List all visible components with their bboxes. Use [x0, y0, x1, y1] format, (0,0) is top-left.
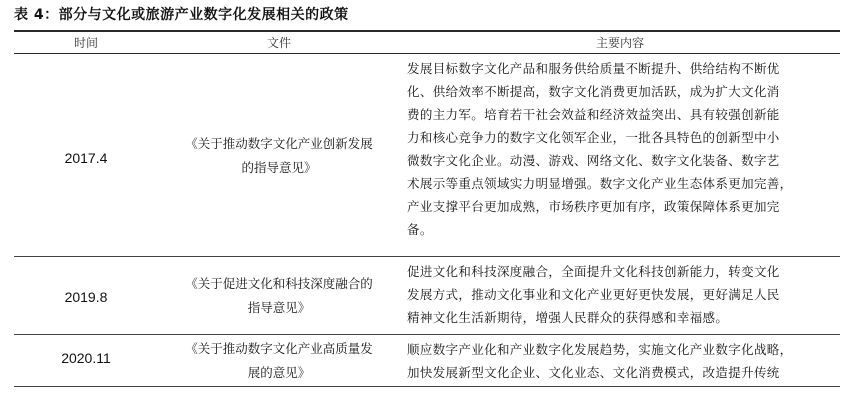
row-divider	[14, 386, 840, 387]
row-date: 2019.8	[64, 289, 108, 305]
header-document: 文件	[266, 36, 291, 50]
row-content	[407, 260, 833, 329]
row-content	[407, 57, 833, 241]
content-line: 发展目标数字文化产品和服务供给质量不断提升、供给结构不断优	[407, 61, 780, 76]
row-document	[168, 337, 390, 385]
row-date: 2020.11	[61, 350, 111, 366]
header-time: 时间	[73, 36, 98, 50]
document-line: 《关于推动数字文化产业高质量发	[185, 341, 373, 356]
document-line: 《关于促进文化和科技深度融合的	[185, 276, 373, 291]
table-caption: 表 4：部分与文化或旅游产业数字化发展相关的政策	[14, 7, 349, 23]
document-line: 指导意见》	[247, 300, 311, 315]
content-line: 术展示等重点领域实力明显增强。数字文化产业生态体系更加完善，	[407, 176, 793, 191]
content-line: 精神文化生活新期待，增强人民群众的获得感和幸福感。	[407, 310, 729, 325]
content-line: 发展方式，推动文化事业和文化产业更好更快发展，更好满足人民	[407, 287, 780, 302]
content-line: 产业支撑平台更加成熟，市场秩序更加有序，政策保障体系更加完	[407, 199, 780, 214]
document-line: 展的意见》	[247, 365, 311, 380]
row-divider	[14, 334, 840, 335]
row-document	[168, 132, 390, 180]
content-line: 化、供给效率不断提高，数字文化消费更加活跃，成为扩大文化消	[407, 84, 780, 99]
content-line: 顺应数字产业化和产业数字化发展趋势，实施文化产业数字化战略，	[407, 342, 793, 357]
content-line: 微数字文化企业。动漫、游戏、网络文化、数字文化装备、数字艺	[407, 153, 780, 168]
header-content: 主要内容	[595, 36, 644, 50]
row-document	[168, 272, 390, 320]
document-line: 的指导意见》	[241, 160, 317, 175]
row-date: 2017.4	[64, 150, 108, 166]
header-rule	[14, 53, 840, 54]
content-line: 促进文化和科技深度融合，全面提升文化科技创新能力，转变文化	[407, 264, 780, 279]
row-divider	[14, 256, 840, 257]
table-top-rule	[14, 30, 840, 32]
content-line: 备。	[407, 222, 433, 237]
content-line: 费的主力军。培育若干社会效益和经济效益突出、具有较强创新能	[407, 107, 780, 122]
row-content	[407, 338, 833, 384]
content-line: 力和核心竞争力的数字文化领军企业，一批各具特色的创新型中小	[407, 130, 780, 145]
content-line: 加快发展新型文化企业、文化业态、文化消费模式，改造提升传统	[407, 365, 780, 380]
document-line: 《关于推动数字文化产业创新发展	[185, 136, 373, 151]
